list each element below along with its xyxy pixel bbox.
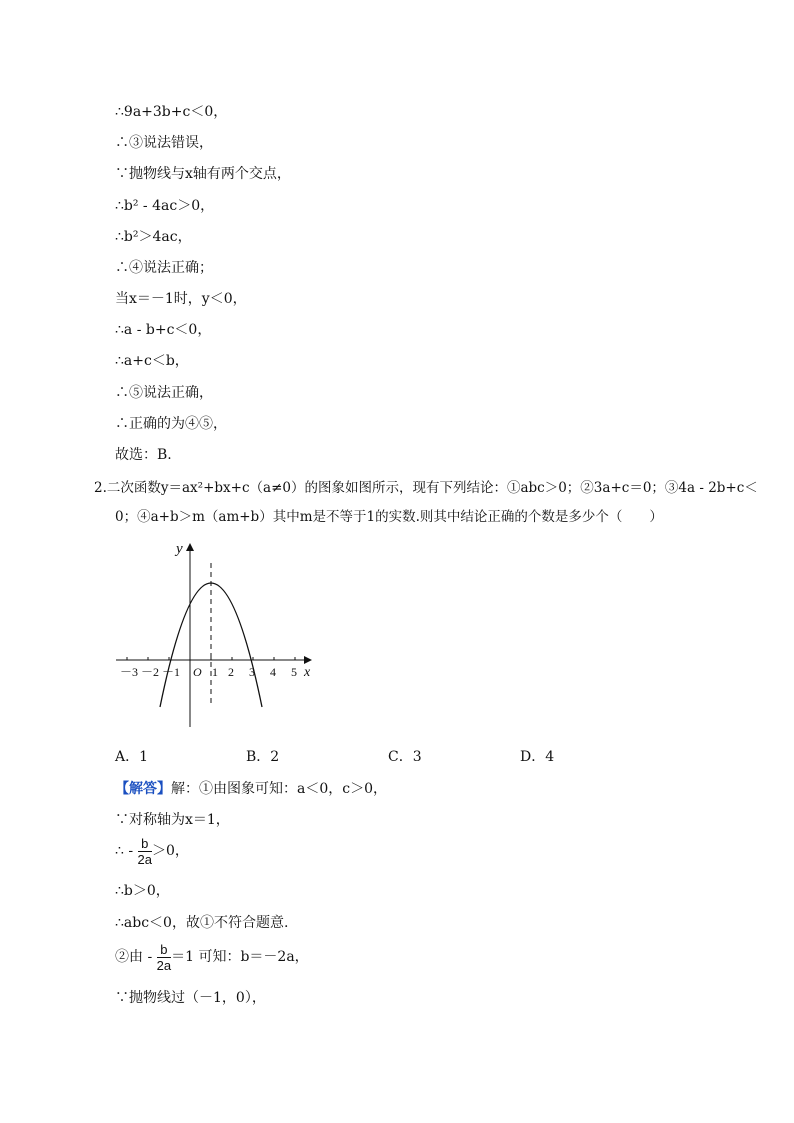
fraction-prefix: ②由 - — [115, 949, 153, 965]
fraction-prefix: ∴ - — [115, 843, 134, 859]
fraction — [138, 836, 152, 867]
answer-choices — [115, 746, 615, 766]
text-line: 当x＝－1时，y＜0， — [115, 291, 247, 307]
choice-a: A．1 — [115, 749, 149, 765]
text-line: ∴b²＞4ac， — [115, 229, 192, 245]
x-tick-label: 1 — [212, 665, 218, 679]
text-line: ∴⑤说法正确， — [115, 385, 213, 401]
x-tick-label: －2 — [141, 665, 160, 679]
text-line: ∴④说法正确； — [115, 260, 213, 276]
choice-d: D．4 — [520, 749, 555, 765]
origin-label: O — [193, 665, 202, 679]
x-tick-label: 3 — [249, 665, 255, 679]
solution-line-7: ∵抛物线过（－1，0）， — [115, 990, 266, 1006]
x-tick-label: －3 — [120, 665, 139, 679]
x-tick-label: 2 — [228, 665, 234, 679]
x-tick-label: －1 — [162, 665, 181, 679]
text-line: ∴9a+3b+c＜0， — [115, 104, 228, 120]
text-line: ∴正确的为④⑤， — [115, 416, 227, 432]
fraction-denominator: 2a — [156, 957, 172, 973]
solution-line-4: ∴b＞0， — [115, 883, 170, 899]
text-line: ∴③说法错误， — [115, 135, 213, 151]
y-axis-label: y — [176, 541, 183, 557]
solution-tag: 【解答】 — [115, 781, 171, 797]
x-axis-label: x — [304, 665, 311, 680]
solution-line-1 — [115, 779, 387, 799]
solution-line-2: ∵对称轴为x＝1， — [115, 812, 230, 828]
solution-line-6 — [115, 940, 309, 974]
fraction-denominator: 2a — [137, 851, 153, 867]
text-line: ∴a+c＜b， — [115, 353, 189, 369]
choice-c: C．3 — [388, 749, 422, 765]
fraction — [157, 942, 171, 973]
text-line: ∴a - b+c＜0， — [115, 322, 212, 338]
x-tick-label: 5 — [291, 665, 297, 679]
solution-line-5: ∴abc＜0，故①不符合题意. — [115, 915, 289, 931]
fraction-numerator: b — [157, 942, 171, 958]
y-axis-arrow-icon — [186, 543, 194, 551]
text-line: ∴b² - 4ac＞0， — [115, 198, 215, 214]
question-line-1: 2.二次函数y＝ax²+bx+c（a≠0）的图象如图所示，现有下列结论：①abc＞0；②3a+c＝0；③4a - 2b+c＜ — [94, 480, 758, 496]
solution-line-3 — [115, 834, 189, 868]
fraction-suffix: ＞0， — [152, 843, 189, 859]
parabola-graph — [110, 535, 320, 735]
text-line: ∵抛物线与x轴有两个交点， — [115, 166, 291, 182]
x-axis-arrow-icon — [304, 656, 312, 664]
fraction-numerator: b — [138, 836, 152, 852]
question-line-2: 0；④a+b＞m（am+b）其中m是不等于1的实数.则其中结论正确的个数是多少个（ ） — [115, 509, 663, 525]
x-tick-label: 4 — [270, 665, 276, 679]
choice-b: B．2 — [246, 749, 280, 765]
text-line: 故选：B. — [115, 447, 172, 463]
fraction-suffix: ＝1 可知：b＝－2a， — [171, 949, 309, 965]
solution-text: 解：①由图象可知：a＜0，c＞0， — [171, 781, 388, 797]
